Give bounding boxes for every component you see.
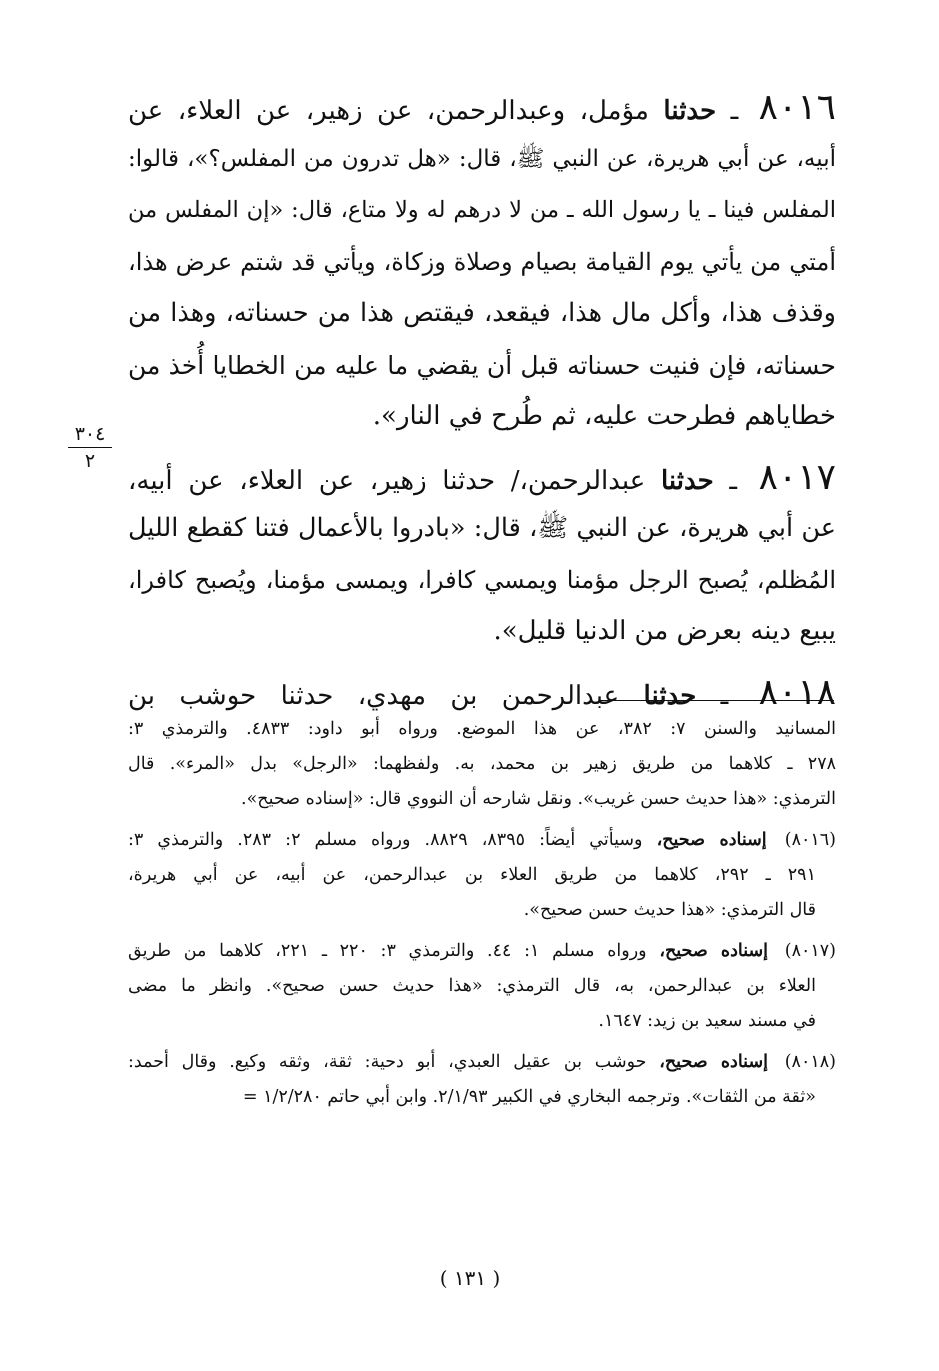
hadith-number: ٨٠١٧: [758, 456, 836, 498]
margin-page-reference: [62, 424, 118, 471]
footnote-ref: (٨٠١٨): [784, 1052, 836, 1072]
footnote-lead: إسناده صحيح،: [659, 1052, 768, 1072]
text-line: ٨٠١٧ ـ حدثنا عبدالرحمن،/ حدثنا زهير، عن العلاء، عن أبيه،: [128, 456, 836, 498]
line-text: عبدالرحمن بن مهدي، حدثنا حوشب بن: [128, 680, 620, 711]
text-line: يبيع دينه بعرض من الدنيا قليل».: [493, 616, 836, 646]
footnote-separator: [600, 700, 834, 701]
footnote-line: [128, 1045, 836, 1080]
footnote-line: [128, 823, 836, 858]
text-line: المُظلم، يُصبح الرجل مؤمنا ويمسي كافرا، ويمسى مؤمنا، ويُصبح كافرا،: [128, 565, 836, 594]
hadith-number: ٨٠١٨: [758, 671, 836, 713]
text-line: المفلس فينا ـ يا رسول الله ـ من لا درهم له ولا متاع، قال: «إن المفلس من: [128, 197, 836, 223]
text-line: خطاياهم فطرحت عليه، ثم طُرح في النار».: [372, 401, 836, 431]
footnote-line: ٢٧٨ ـ كلاهما من طريق زهير بن محمد، به. ولفظهما: «الرجل» بدل «المرء». قال: [128, 754, 836, 774]
footnote-line: في مسند سعيد بن زيد: ١٦٤٧.: [598, 1011, 816, 1031]
hadith-lead: حدثنا: [660, 465, 714, 496]
text-line: ٨٠١٦ ـ حدثنا مؤمل، وعبدالرحمن، عن زهير، عن العلاء، عن: [128, 87, 836, 128]
margin-ref-bottom: ٢: [84, 450, 96, 472]
footnote-lead: إسناده صحيح،: [659, 941, 769, 961]
footnote-line: [128, 934, 836, 969]
line-text: عبدالرحمن،/ حدثنا زهير، عن العلاء، عن أبيه،: [128, 465, 646, 496]
footnotes: [128, 712, 836, 1121]
footnote-continued: [128, 712, 836, 817]
hadith-8017: [128, 452, 836, 658]
hadith-8018: [128, 667, 836, 719]
line-text: مؤمل، وعبدالرحمن، عن زهير، عن العلاء، عن: [128, 96, 649, 126]
footnote-8017: [128, 934, 836, 1039]
footnote-line: العلاء بن عبدالرحمن، به، قال الترمذي: «هذا حديث حسن صحيح». وانظر ما مضى: [128, 976, 816, 996]
footnote-line: الترمذي: «هذا حديث حسن غريب». ونقل شارحه أن النووي قال: «إسناده صحيح».: [241, 789, 836, 809]
footnote-line: المسانيد والسنن ٧: ٣٨٢، عن هذا الموضع. ورواه أبو داود: ٤٨٣٣. والترمذي ٣:: [128, 719, 836, 739]
margin-ref-top: ٣٠٤: [74, 423, 106, 445]
footnote-line: قال الترمذي: «هذا حديث حسن صحيح».: [523, 900, 816, 920]
footnote-line: ٢٩١ ـ ٢٩٢، كلاهما من طريق العلاء بن عبدالرحمن، عن أبيه، عن أبي هريرة،: [128, 865, 816, 885]
main-text: [128, 82, 836, 727]
footnote-text: وسيأتي أيضاً: ٨٣٩٥، ٨٨٢٩. ورواه مسلم ٢: ٢٨٣. والترمذي ٣:: [128, 830, 643, 850]
footnote-line: «ثقة من الثقات». وترجمه البخاري في الكبير ٢/١/٩٣. وابن أبي حاتم ١/٢/٢٨٠ =: [242, 1087, 816, 1107]
footnote-text: حوشب بن عقيل العبدي، أبو دحية: ثقة، وثقه وكيع. وقال أحمد:: [128, 1052, 647, 1072]
page-number: ( ١٣١ ): [439, 1266, 501, 1290]
hadith-8016: [128, 82, 836, 443]
margin-ref-rule: [68, 447, 112, 448]
hadith-lead: حدثنا: [643, 680, 697, 711]
text-line: ٨٠١٨ ـ حدثنا عبدالرحمن بن مهدي، حدثنا حوشب بن: [128, 671, 836, 713]
hadith-lead: حدثنا: [663, 96, 717, 126]
text-line: أمتي من يأتي يوم القيامة بصيام وصلاة وزكاة، ويأتي قد شتم عرض هذا،: [128, 247, 836, 276]
hadith-number: ٨٠١٦: [758, 87, 836, 128]
footnote-8016: [128, 823, 836, 928]
footnote-ref: (٨٠١٧): [784, 941, 836, 961]
text-line: وقذف هذا، وأكل مال هذا، فيقعد، فيقتص هذا من حسناته، وهذا من: [128, 298, 836, 328]
text-line: حسناته، فإن فنيت حسناته قبل أن يقضي ما عليه من الخطايا أُخذ من: [128, 350, 836, 380]
footnote-ref: (٨٠١٦): [784, 830, 836, 850]
text-line: عن أبي هريرة، عن النبي ﷺ، قال: «بادروا بالأعمال فتنا كقطع الليل: [128, 513, 836, 543]
footnote-lead: إسناده صحيح،: [656, 830, 767, 850]
footnote-8018: [128, 1045, 836, 1115]
footnote-text: ورواه مسلم ١: ٤٤. والترمذي ٣: ٢٢٠ ـ ٢٢١، كلاهما من طريق: [128, 941, 647, 961]
text-line: أبيه، عن أبي هريرة، عن النبي ﷺ، قال: «هل تدرون من المفلس؟»، قالوا:: [128, 145, 836, 172]
